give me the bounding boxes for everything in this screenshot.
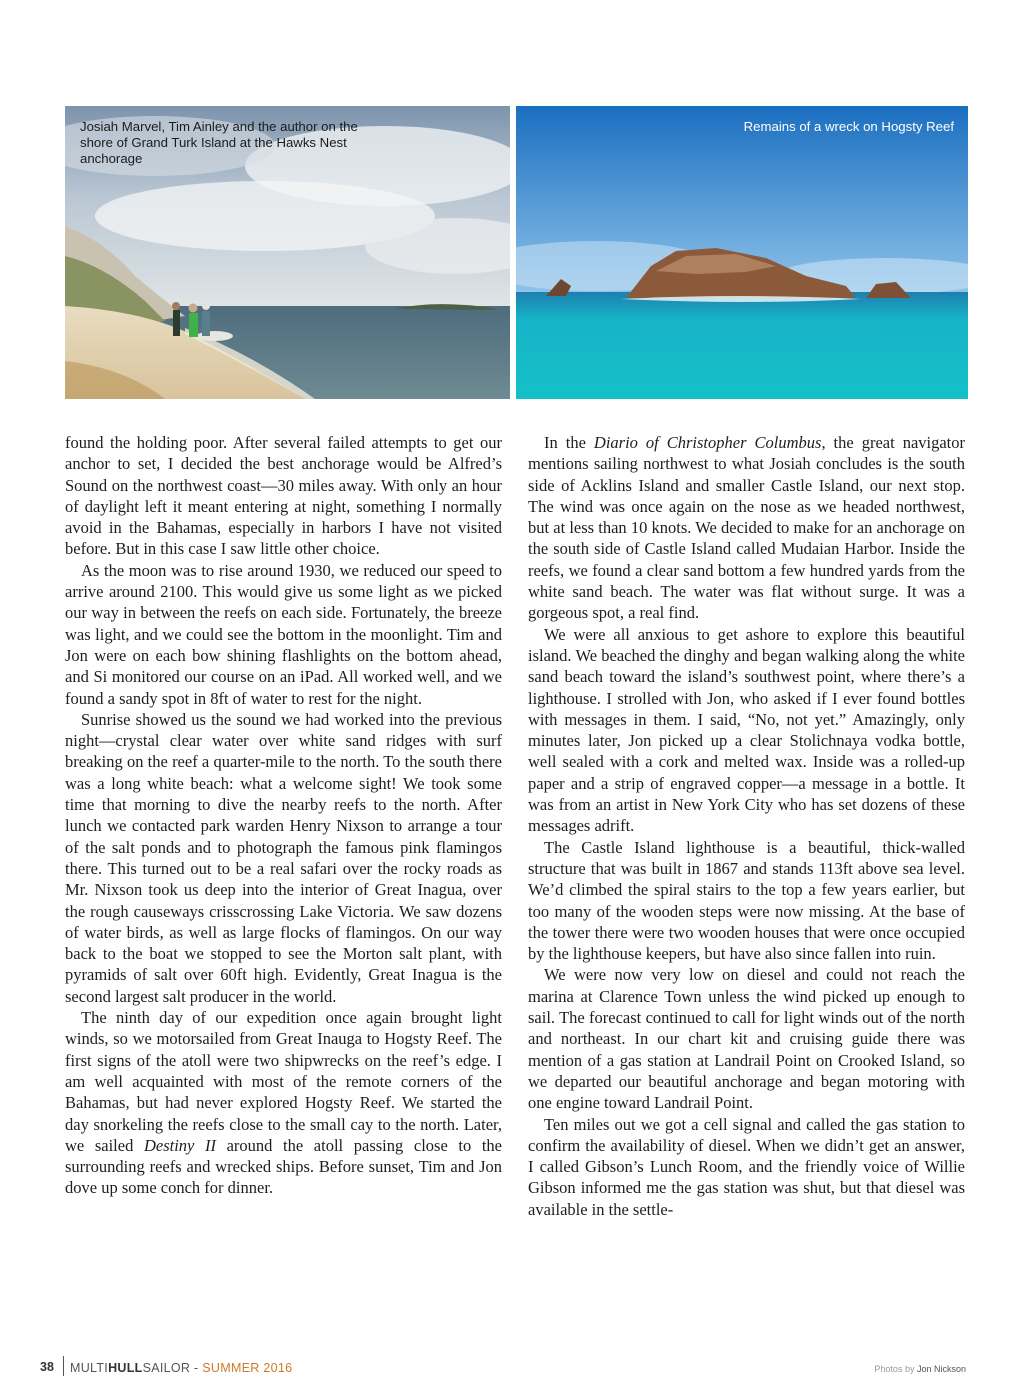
photo-caption-left: Josiah Marvel, Tim Ainley and the author on the shore of Grand Turk Island at the Hawks Nest anchorage xyxy=(80,119,358,166)
book-title: Diario of Christopher Columbus xyxy=(593,433,822,452)
paragraph-text: around the atoll passing close to the surrounding reefs and wrecked ships. Before sunset, Tim and Jon dove up some conch for dinner. xyxy=(65,1135,502,1198)
credit-label: Photos by xyxy=(874,1364,915,1374)
paragraph: We were now very low on diesel and could not reach the marina at Clarence Town unless the wind picked up enough to sail. The forecast continued to call for light winds out of the north and northeast. In our chart kit and cruising guide there was mention of a gas station at Landrail Point on Crooked Island, so we departed our beautiful anchorage and began motoring with one engine toward Landrail Point. xyxy=(528,965,965,1113)
issue-date: SUMMER 2016 xyxy=(202,1361,293,1375)
photo-wreck-reef xyxy=(516,106,968,399)
wreck-photo-illustration xyxy=(516,106,968,399)
magazine-name-suffix: SAILOR xyxy=(142,1361,191,1375)
photo-credit xyxy=(874,1364,966,1374)
magazine-name-prefix: MULTI xyxy=(70,1361,109,1375)
paragraph-text: The ninth day of our expedition once again brought light winds, so we motorsailed from Great Inauga to Hogsty Reef. The first signs of the atoll were two shipwrecks on the reef’s edge. I am well acquainted with most of the remote corners of the Bahamas, but had never explored Hogsty Reef. We started the day snorkeling the reefs close to the small cay to the north. Later, we sailed xyxy=(65,1008,502,1155)
photo-caption-right: Remains of a wreck on Hogsty Reef xyxy=(743,119,954,134)
paragraph: We were all anxious to get ashore to explore this beautiful island. We beached the dinghy and began walking along the white sand beach toward the island’s southwest point, where there’s a lighthouse. I strolled with Jon, who asked if I ever found bottles with messages in them. I said, “No, not yet.” Amazingly, only minutes later, Jon picked up a clear Stolichnaya vodka bottle, well sealed with a cork and melted wax. Inside was a rolled-up paper and a strip of engraved copper—a message in a bottle. It was from an artist in New York City who has set dozens of these messages adrift. xyxy=(528,624,965,836)
paragraph-text: In the xyxy=(544,433,594,452)
paragraph: As the moon was to rise around 1930, we reduced our speed to arrive around 2100. This would give us some light as we picked our way in between the reefs on each side. Fortunately, the breeze was light, and we could see the bottom in the moonlight. Tim and Jon were on each bow shining flashlights on the bottom ahead, and Si monitored our course on an iPad. All worked well, and we found a sandy spot in 8ft of water to rest for the night. xyxy=(65,560,502,708)
paragraph: The Castle Island lighthouse is a beautiful, thick-walled structure that was built in 1867 and stands 113ft above sea level. We’d climbed the spiral stairs to the top a few years earlier, but too many of the wooden steps were now missing. At the base of the tower there were two wooden houses that were once occupied by the lighthouse keepers, but have also since fallen into ruin. xyxy=(528,837,965,964)
paragraph: Sunrise showed us the sound we had worked into the previous night—crystal clear water over white sand ridges with surf breaking on the reef a quarter-mile to the north. To the south there was a long white beach: what a welcome sight! We took some time that morning to dive the nearby reefs to the north. After lunch we contacted park warden Henry Nixson to arrange a tour of the salt ponds and to photograph the famous pink flamingos there. This turned out to be a real safari over the rocky roads as Mr. Nixson took us deep into the interior of Great Inagua, over the rough causeways crisscrossing Lake Victoria. We saw dozens of water birds, as well as large flocks of flamingos. On our way back to the boat we stopped to see the Morton salt plant, with pyramids of salt over 60ft high. Evidently, Great Inagua is the second largest salt producer in the world. xyxy=(65,709,502,1006)
paragraph xyxy=(528,432,965,624)
page-number: 38 xyxy=(40,1360,54,1374)
paragraph-text: , the great navigator mentions sailing northwest to what Josiah concludes is the south side of Acklins Island and smaller Castle Island, our next stop. The wind was once again on the nose as we headed northwest, but at less than 10 knots. We decided to make for an anchorage on the south side of Castle Island called Mudaian Harbor. Inside the reefs, we found a clear sand bottom a few hundred yards from the white sand beach. The water was flat without surge. It was a gorgeous spot, a real find. xyxy=(528,433,966,623)
footer-divider xyxy=(63,1356,64,1376)
article-column-left xyxy=(65,432,502,1199)
separator: - xyxy=(190,1361,203,1375)
magazine-name-bold: HULL xyxy=(108,1361,143,1375)
boat-name: Destiny II xyxy=(143,1135,216,1155)
paragraph: found the holding poor. After several failed attempts to get our anchor to set, I decided the best anchorage would be Alfred’s Sound on the northwest coast—30 miles away. With only an hour of daylight left it meant entering at night, something I normally avoid in the Bahamas, especially in harbors I have not visited before. But in this case I saw little other choice. xyxy=(65,433,502,559)
article-column-right xyxy=(528,432,965,1220)
magazine-issue-line xyxy=(70,1361,292,1375)
paragraph xyxy=(65,1007,502,1199)
paragraph: Ten miles out we got a cell signal and called the gas station to confirm the availability of diesel. When we didn’t get an answer, I called Gibson’s Lunch Room, and the friendly voice of Willie Gibson informed me the gas station was shut, but that diesel was available in the settle- xyxy=(528,1114,965,1219)
credit-name: Jon Nickson xyxy=(916,1364,966,1374)
